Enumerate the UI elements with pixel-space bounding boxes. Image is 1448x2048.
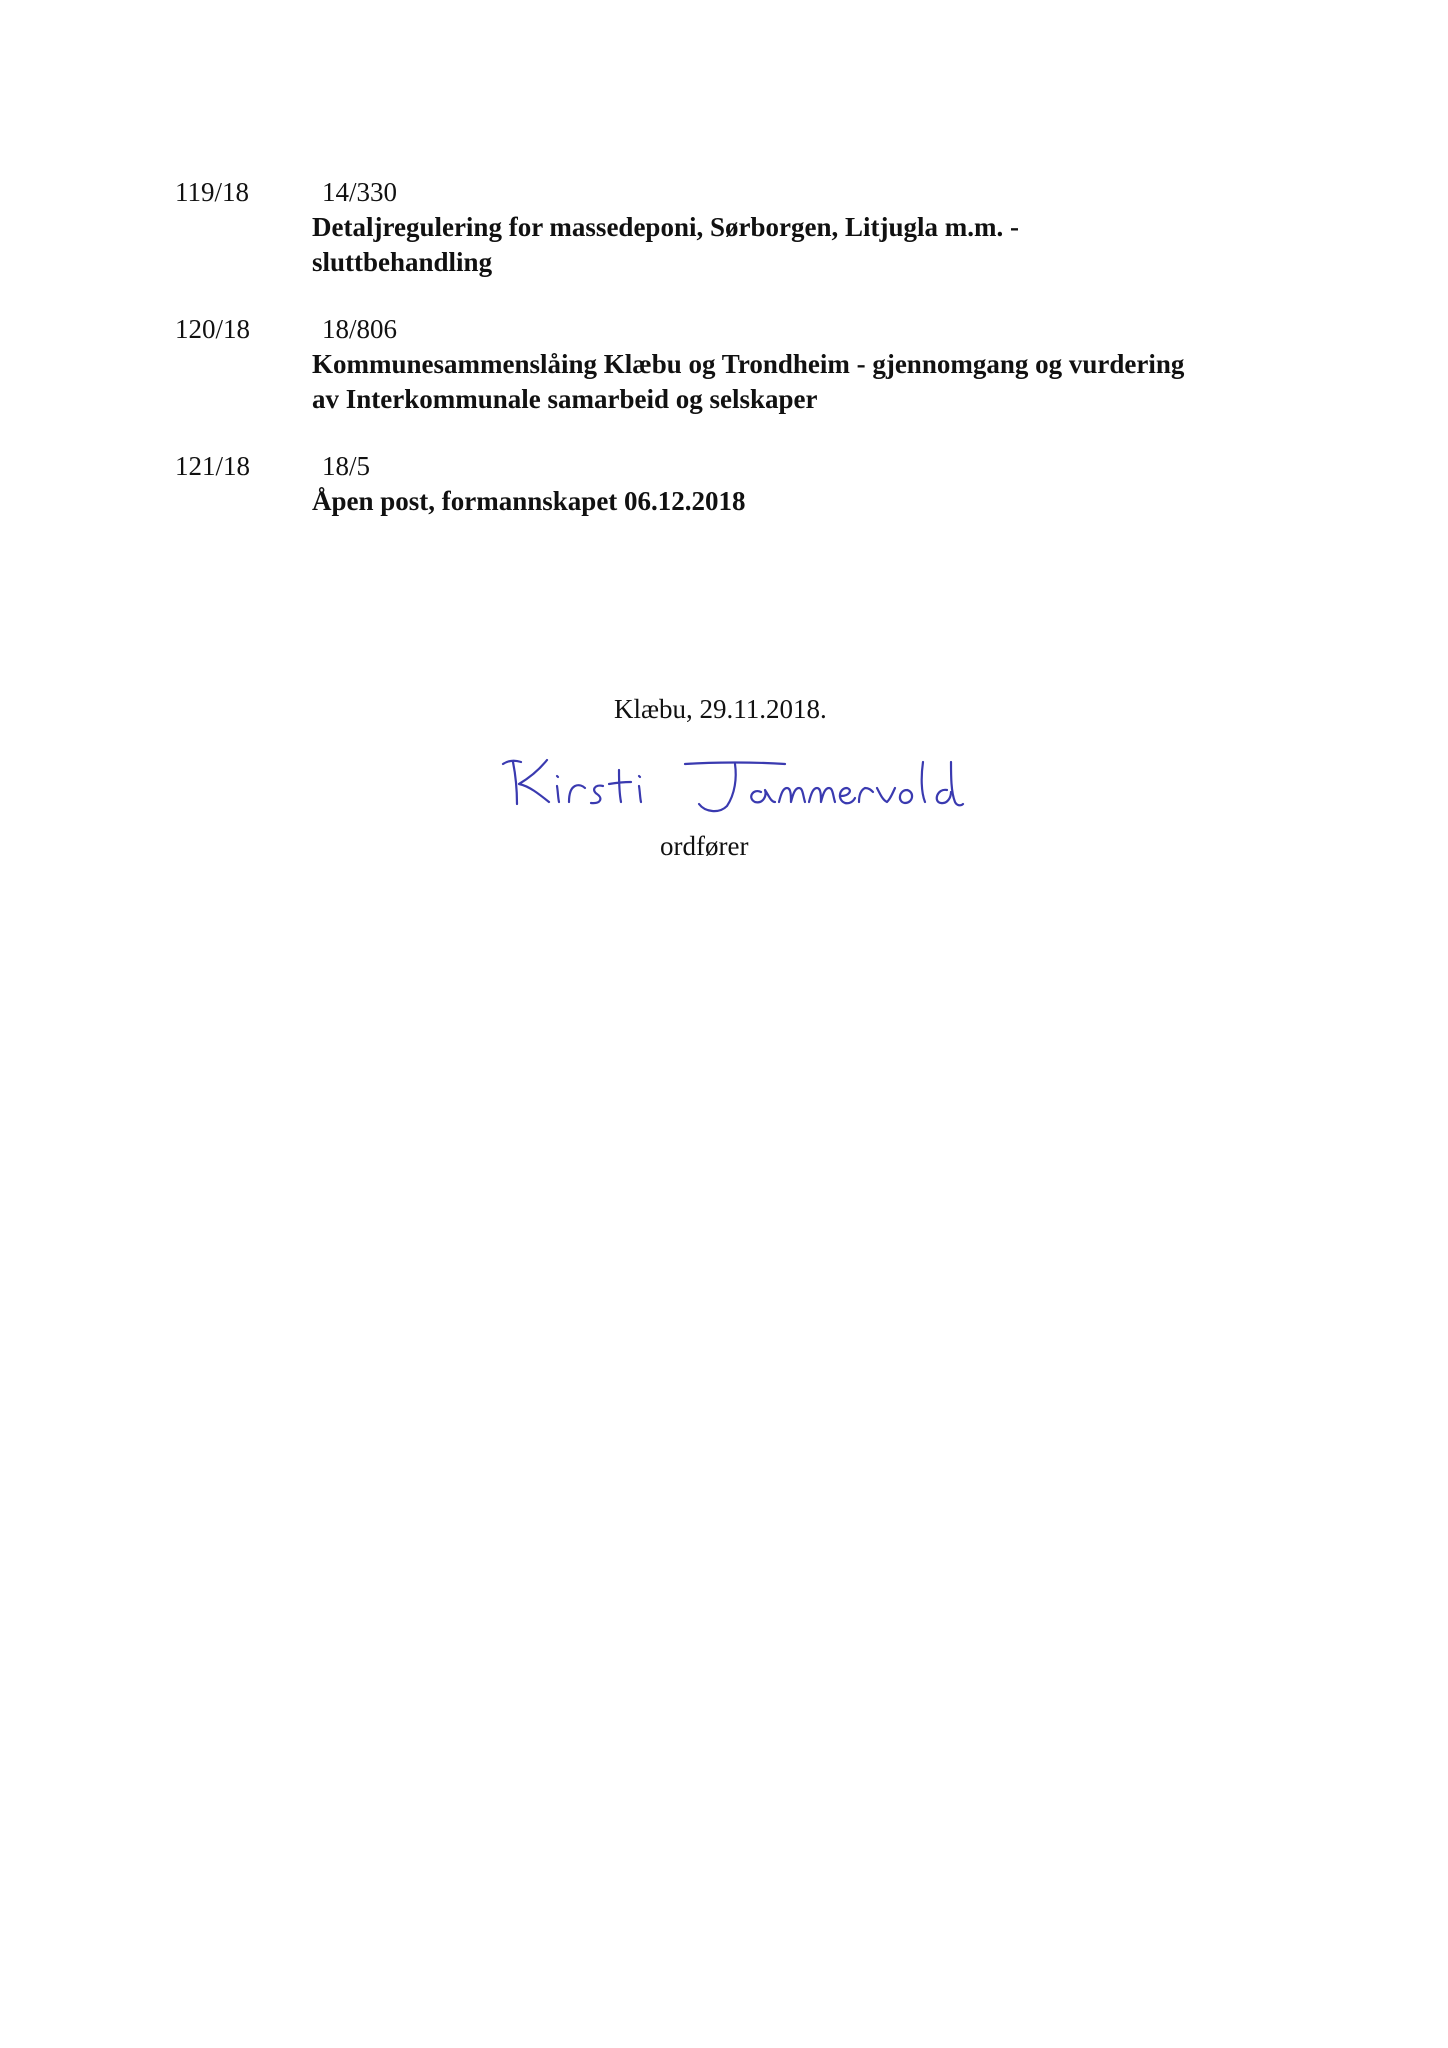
agenda-item-header bbox=[175, 449, 1295, 484]
agenda-item-title-line: av Interkommunale samarbeid og selskaper bbox=[312, 384, 818, 414]
place-and-date: Klæbu, 29.11.2018. bbox=[614, 694, 827, 724]
agenda-item-header bbox=[175, 175, 1295, 210]
reference-number: 18/806 bbox=[322, 314, 398, 344]
case-number: 120/18 bbox=[175, 314, 251, 344]
agenda-list bbox=[175, 175, 1295, 551]
agenda-item-title-line: sluttbehandling bbox=[312, 247, 493, 277]
agenda-item bbox=[175, 175, 1295, 280]
handwritten-signature bbox=[495, 748, 965, 818]
agenda-item-title-line: Detaljregulering for massedeponi, Sørborgen, Litjugla m.m. - bbox=[312, 212, 1019, 242]
agenda-item-title bbox=[312, 484, 1272, 519]
agenda-item-title-line: Åpen post, formannskapet 06.12.2018 bbox=[312, 486, 746, 516]
agenda-item-header bbox=[175, 312, 1295, 347]
case-number: 119/18 bbox=[175, 177, 249, 207]
agenda-item-title bbox=[312, 347, 1272, 417]
agenda-item-title bbox=[312, 210, 1272, 280]
reference-number: 14/330 bbox=[322, 177, 398, 207]
case-number: 121/18 bbox=[175, 451, 251, 481]
signatory-role: ordfører bbox=[660, 831, 749, 861]
reference-number: 18/5 bbox=[322, 451, 371, 481]
agenda-item-title-line: Kommunesammenslåing Klæbu og Trondheim - gjennomgang og vurdering bbox=[312, 349, 1185, 379]
agenda-item bbox=[175, 312, 1295, 417]
agenda-item bbox=[175, 449, 1295, 519]
